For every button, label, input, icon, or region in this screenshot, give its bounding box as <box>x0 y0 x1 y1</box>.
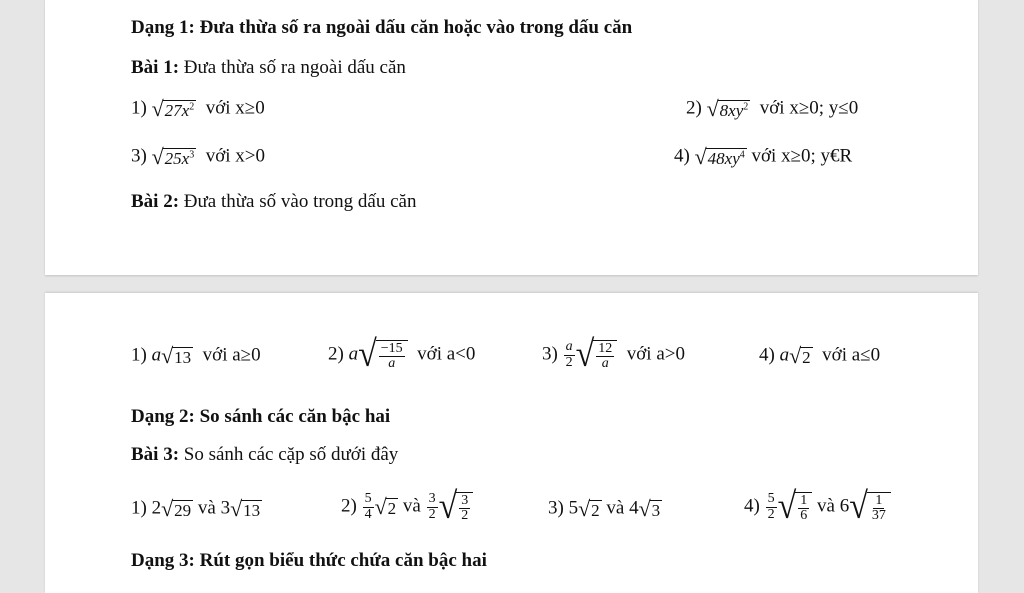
document-page-2 <box>45 293 978 593</box>
radical-expression: √ $25x^3$ <box>151 144 195 169</box>
heading-dang-1: Dạng 1: Đưa thừa số ra ngoài dấu căn hoặc vào trong dấu căn <box>131 17 633 38</box>
heading-dang-2: Dạng 2: So sánh các căn bậc hai <box>131 406 391 427</box>
exercise-2-item-1: 1) a √ 13 với a≥0 <box>131 343 261 368</box>
exercise-1-item-1: 1) √ $27x^2$ với x≥0 <box>131 96 265 121</box>
radical-expression: √ 13 <box>230 496 261 521</box>
radical-expression: √ $\frac{1}{6}$ <box>778 490 813 524</box>
exercise-1-item-2: 2) √ $8xy^2$ với x≥0; y≤0 <box>686 96 859 121</box>
exercise-1-item-3: 3) √ $25x^3$ với x>0 <box>131 144 265 169</box>
exercise-2-item-3: 3) $\frac{a}{2}$ √ $\frac{12}{a}$ với a>0 <box>542 334 685 375</box>
exercise-3-item-4: 4) $\frac{5}{2}$ √ $\frac{1}{6}$ và 6 √ $\frac{1}{37}$ <box>744 490 891 524</box>
exercise-3-item-1: 1) 2 √ 29 và 3 √ 13 <box>131 496 261 521</box>
exercise-3-item-2: 2) $\frac{5}{4}$ √ 2 và $\frac{3}{2}$ √ $\frac{3}{2}$ <box>341 490 473 524</box>
radical-expression: √ $\frac{1}{37}$ <box>849 490 891 524</box>
radical-expression: √ 13 <box>161 343 192 368</box>
exercise-1-title: Bài 1: Đưa thừa số ra ngoài dấu căn <box>131 57 406 78</box>
exercise-2-item-4: 4) a √ 2 với a≤0 <box>759 343 881 368</box>
exercise-2-item-2: 2) a √ $\frac{-15}{a}$ với a<0 <box>328 334 476 375</box>
exercise-3-title: Bài 3: So sánh các cặp số dưới đây <box>131 444 399 465</box>
radical-expression: √ 2 <box>789 343 811 368</box>
radical-expression: √ 3 <box>638 496 661 521</box>
document-page-1 <box>45 0 978 275</box>
radical-expression: √ 2 <box>578 496 600 521</box>
exercise-1-item-4: 4) √ $48xy^4$ với x≥0; y€R <box>674 144 853 169</box>
exercise-2-title: Bài 2: Đưa thừa số vào trong dấu căn <box>131 191 417 212</box>
radical-expression: √ 29 <box>161 496 192 521</box>
radical-expression: √ 2 <box>374 494 397 519</box>
radical-expression: √ $\frac{-15}{a}$ <box>358 338 408 372</box>
radical-expression: √ $\frac{3}{2}$ <box>439 490 474 524</box>
radical-expression: √ $48xy^4$ <box>694 144 745 169</box>
exercise-3-item-3: 3) 5 √ 2 và 4 √ 3 <box>548 496 661 521</box>
heading-dang-3: Dạng 3: Rút gọn biểu thức chứa căn bậc hai <box>131 550 487 571</box>
radical-expression: √ $8xy^2$ <box>706 96 749 121</box>
radical-expression: √ $27x^2$ <box>151 96 195 121</box>
radical-expression: √ $\frac{12}{a}$ <box>576 338 618 372</box>
